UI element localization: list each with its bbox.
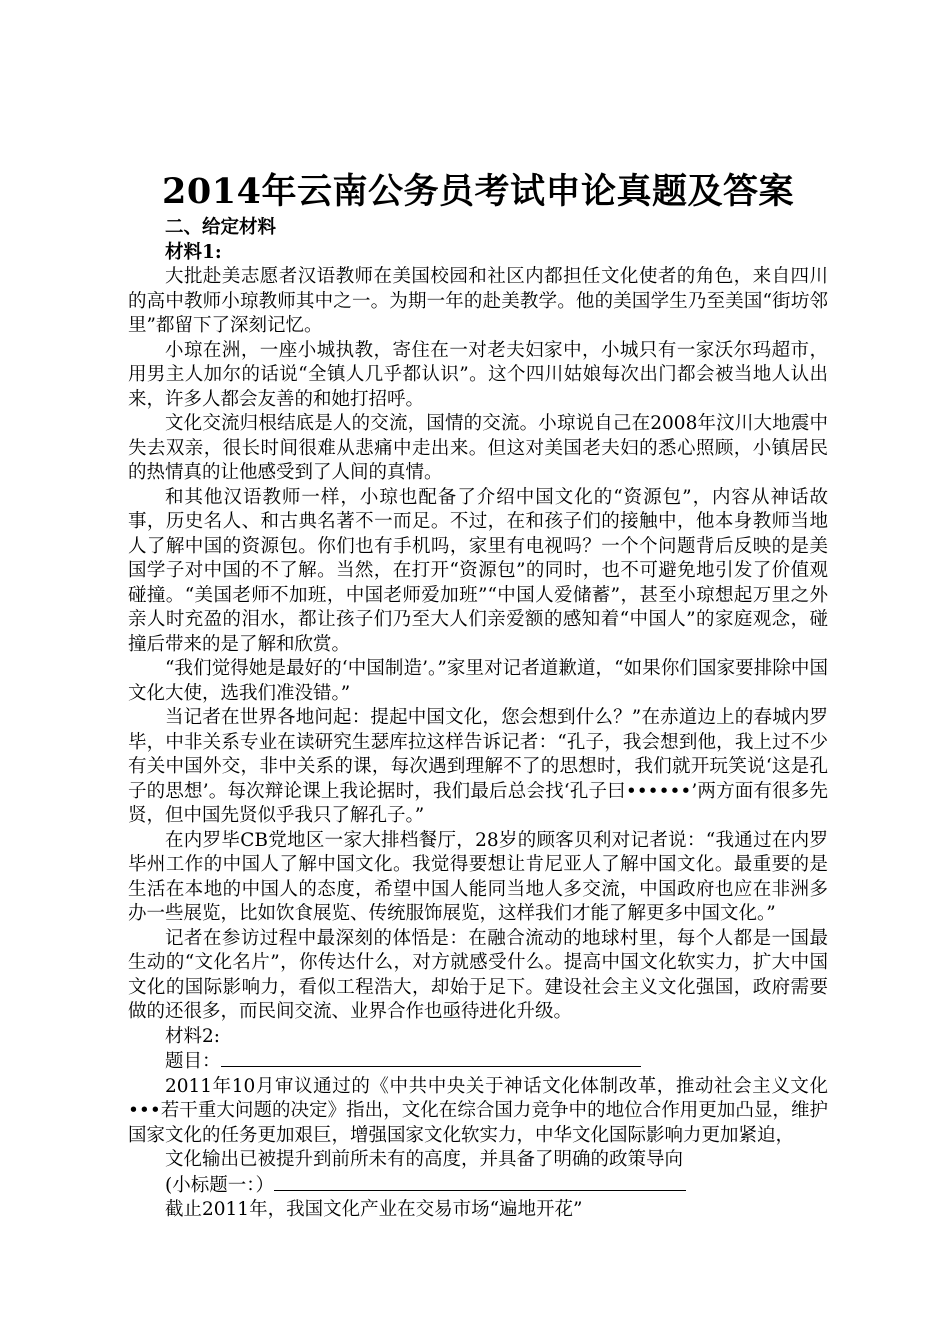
paragraph: 大批赴美志愿者汉语教师在美国校园和社区内都担任文化使者的角色，来自四川的高中教师小琼教师其中之一。为期一年的赴美教学。他的美国学生乃至美国“街坊邻里”都留下了深刻记忆。 [128,266,828,336]
subtitle-line [128,1173,828,1199]
culture-export-line: 文化输出已被提升到前所未有的高度，并具备了明确的政策导向 [165,1149,684,1170]
document-page [128,168,828,1223]
topic-blank-line [221,1049,641,1067]
topic-line [128,1049,828,1075]
paragraph: 在内罗毕CB党地区一家大排档餐厅，28岁的顾客贝利对记者说：“我通过在内罗毕州工作的中国人了解中国文化。我觉得要想让肯尼亚人了解中国文化。最重要的是生活在本地的中国人的态度，希望中国人能同当地人多交流，中国政府也应在非洲多办一些展览，比如饮食展览、传统服饰展览，这样我们才能了解更多中国文化。” [128,829,828,924]
topic-label: 题目： [165,1051,221,1072]
paragraph: 当记者在世界各地问起：提起中国文化，您会想到什么？”在赤道边上的春城内罗毕，中非关系专业在读研究生瑟库拉这样告诉记者：“孔子，我会想到他，我上过不少有关中国外交，非中关系的课，每次遇到理解不了的思想时，我们就开玩笑说‘这是孔子的思想’。每次辩论课上我论据时，我们最后总会找‘孔子曰••••••’两方面有很多先贤，但中国先贤似乎我只了解孔子。” [128,707,828,826]
paragraph: 记者在参访过程中最深刻的体悟是：在融合流动的地球村里，每个人都是一国最生动的“文化名片”，你传达什么，对方就感受什么。提高中国文化软实力，扩大中国文化的国际影响力，看似工程浩大，却始于足下。建设社会主义文化强国，政府需要做的还很多，而民间交流、业界合作也亟待进化升级。 [128,927,828,1022]
material-2-label: 材料2: [165,1025,221,1047]
paragraph: 文化交流归根结底是人的交流，国情的交流。小琼说自己在2008年汶川大地震中失去双亲，很长时间很难从悲痛中走出来。但这对美国老夫妇的悉心照顾，小镇居民的热情真的让他感受到了人间的真情。 [128,413,828,483]
document-title: 2014年云南公务员考试申论真题及答案 [162,171,794,212]
paragraph: “我们觉得她是最好的‘中国制造’。”家里对记者道歉道，“如果你们国家要排除中国文化大使，选我们准没错。” [128,658,828,704]
paragraph: 小琼在洲，一座小城执教，寄住在一对老夫妇家中，小城只有一家沃尔玛超市，用男主人加尔的话说“全镇人几乎都认识”。这个四川姑娘每次出门都会被当地人认出来，许多人都会友善的和她打招呼。 [128,339,828,410]
material-1-body [128,265,828,1025]
material-2-body [128,1075,828,1149]
subtitle-label: (小标题一：） [165,1174,274,1196]
last-line: 截止2011年，我国文化产业在交易市场“遍地开花” [165,1199,583,1220]
subtitle-blank-line [274,1173,686,1191]
paragraph: 和其他汉语教师一样，小琼也配备了介绍中国文化的“资源包”，内容从神话故事，历史名人、和古典名著不一而足。不过，在和孩子们的接触中，他本身教师当地人了解中国的资源包。你们也有手机吗，家里有电视吗？一个个问题背后反映的是美国学子对中国的不了解。当然，在打开“资源包”的同时，也不可避免地引发了价值观碰撞。“美国老师不加班，中国老师爱加班”“中国人爱储蓄”，甚至小琼想起万里之外亲人时充盈的泪水，都让孩子们乃至大人们亲爱额的感知着“中国人”的家庭观念，碰撞后带来的是了解和欣赏。 [128,486,828,655]
section-heading: 二、给定材料 [165,217,277,238]
material-1-label: 材料1: [165,241,222,263]
paragraph: 2011年10月审议通过的《中共中央关于神话文化体制改革，推动社会主义文化•••若干重大问题的决定》指出，文化在综合国力竞争中的地位合作用更加凸显，维护国家文化的任务更加艰巨，增强国家文化软实力，中华文化国际影响力更加紧迫， [128,1075,828,1146]
